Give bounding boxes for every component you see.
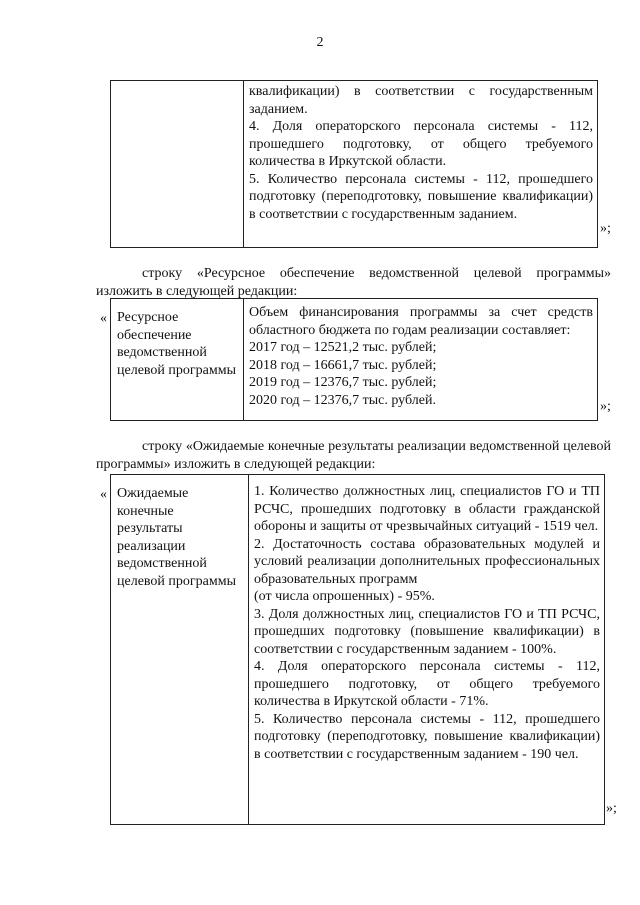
- paragraph: 2. Достаточность состава образовательных модулей и условий реализации дополнительных профессиональных образовательных программ: [254, 536, 600, 587]
- opening-quote: «: [100, 311, 107, 326]
- table-results: [110, 474, 605, 825]
- table-continuation: [110, 80, 598, 248]
- table-divider: [248, 475, 249, 824]
- table-divider: [243, 299, 244, 420]
- opening-quote: «: [100, 487, 107, 502]
- budget-line: 2020 год – 12376,7 тыс. рублей.: [249, 392, 436, 408]
- budget-line: 2018 год – 16661,7 тыс. рублей;: [249, 357, 437, 373]
- table-divider: [243, 81, 244, 247]
- paragraph: 3. Доля должностных лиц, специалистов ГО и ТП РСЧС, прошедших подготовку (повышение квалификации) в соответствии с государственным заданием - 100%.: [254, 606, 600, 657]
- table-resource: [110, 298, 598, 421]
- table-right-cell: [249, 83, 593, 223]
- table-left-cell: [117, 485, 237, 590]
- paragraph: квалификации) в соответствии с государственным заданием.: [249, 84, 593, 117]
- paragraph: 1. Количество должностных лиц, специалистов ГО и ТП РСЧС, прошедших подготовку в области гражданской обороны и защиты от чрезвычайных ситуаций - 1519 чел.: [254, 484, 600, 534]
- closing-quote: »;: [606, 801, 617, 816]
- closing-quote: »;: [600, 399, 611, 414]
- paragraph: (от числа опрошенных) - 95%.: [254, 589, 435, 604]
- table-right-cell: [249, 304, 593, 409]
- paragraph: 5. Количество персонала системы - 112, прошедшего подготовку (переподготовку, повышение квалификации) в соответствии с государственным заданием - 190 чел.: [254, 711, 600, 762]
- budget-line: 2019 год – 12376,7 тыс. рублей;: [249, 375, 437, 390]
- table-left-cell: [117, 309, 237, 379]
- paragraph: 4. Доля операторского персонала системы - 112, прошедшего подготовку, от общего требуемого количества в Иркутской области.: [249, 119, 593, 169]
- paragraph: Объем финансирования программы за счет средств областного бюджета по годам реализации составляет:: [249, 305, 593, 338]
- table-right-cell: [254, 483, 600, 763]
- section-intro: строку «Ожидаемые конечные результаты реализации ведомственной целевой программы» изложить в следующей редакции:: [96, 439, 611, 472]
- section-intro: строку «Ресурсное обеспечение ведомственной целевой программы» изложить в следующей редакции:: [96, 266, 611, 299]
- budget-line: 2017 год – 12521,2 тыс. рублей;: [249, 340, 437, 355]
- page-number: 2: [316, 35, 324, 50]
- row-label: Ресурсное обеспечение ведомственной целевой программы: [117, 310, 236, 378]
- paragraph: 4. Доля операторского персонала системы - 112, прошедшего подготовку, от общего требуемого количества в Иркутской области - 71%.: [254, 659, 600, 709]
- paragraph: 5. Количество персонала системы - 112, прошедшего подготовку (переподготовку, повышение квалификации) в соответствии с государственным заданием.: [249, 171, 593, 222]
- row-label: Ожидаемые конечные результаты реализации ведомственной целевой программы: [117, 486, 236, 589]
- closing-quote: »;: [600, 221, 611, 236]
